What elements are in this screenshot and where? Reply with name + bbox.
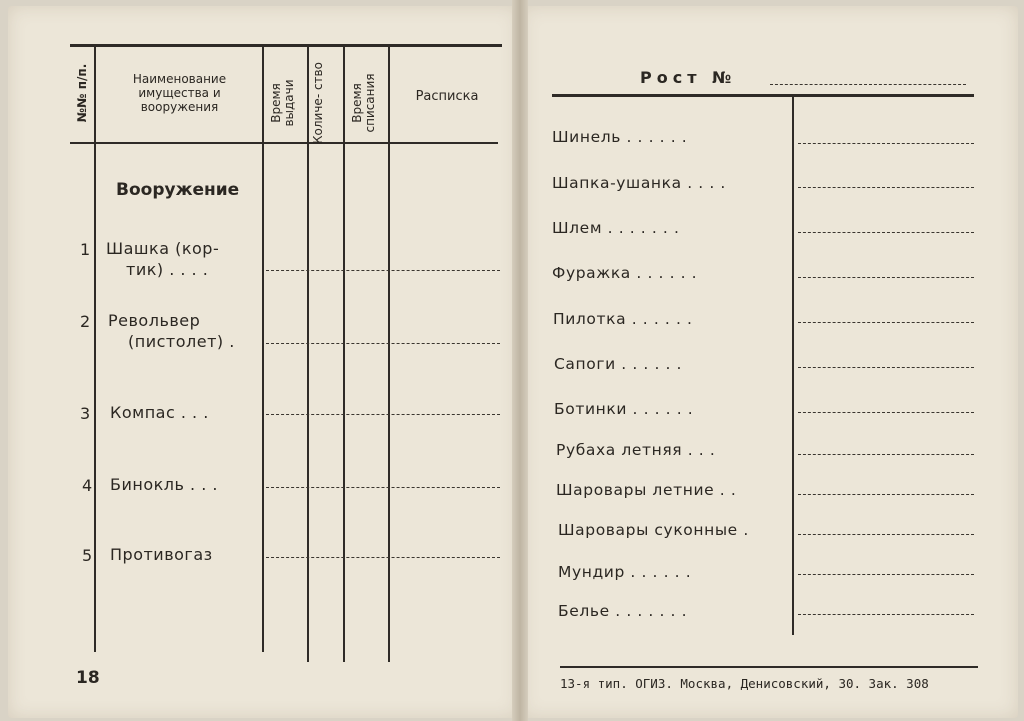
item-number: 1 bbox=[80, 240, 91, 259]
clothing-item: Фуражка . . . . . . bbox=[552, 264, 698, 282]
book-spine bbox=[512, 0, 528, 721]
header-num: №№ п/п. bbox=[75, 63, 89, 123]
clothing-item: Шлем . . . . . . . bbox=[552, 219, 680, 237]
header-issue-time: Время выдачи bbox=[269, 79, 296, 127]
fill-line bbox=[798, 412, 974, 413]
footer-rule bbox=[560, 666, 978, 668]
fill-line bbox=[798, 614, 974, 615]
fill-line bbox=[798, 534, 974, 535]
fill-line bbox=[798, 187, 974, 188]
fill-line bbox=[266, 557, 500, 558]
item-name: Шашка (кор- bbox=[106, 239, 220, 258]
header-signature: Расписка bbox=[415, 89, 479, 104]
clothing-item: Рубаха летняя . . . bbox=[556, 441, 716, 459]
item-number: 2 bbox=[80, 312, 91, 331]
height-title: Рост № bbox=[640, 68, 737, 87]
fill-line bbox=[798, 143, 974, 144]
fill-line bbox=[798, 454, 974, 455]
fill-line bbox=[266, 343, 500, 344]
fill-line bbox=[798, 574, 974, 575]
table-top-rule bbox=[70, 44, 502, 47]
item-number: 4 bbox=[82, 476, 93, 495]
fill-line bbox=[798, 232, 974, 233]
fill-line bbox=[798, 494, 974, 495]
clothing-item: Шинель . . . . . . bbox=[552, 128, 688, 146]
fill-line bbox=[266, 414, 500, 415]
col-divider-qty bbox=[343, 47, 345, 662]
fill-line bbox=[798, 277, 974, 278]
header-quantity: Количе- ство bbox=[311, 62, 325, 144]
clothing-item: Шаровары суконные . bbox=[558, 521, 749, 539]
item-number: 3 bbox=[80, 404, 91, 423]
col-divider-name bbox=[262, 47, 264, 652]
printer-imprint: 13-я тип. ОГИЗ. Москва, Денисовский, 30. Зак. 308 bbox=[560, 676, 929, 691]
clothing-item: Пилотка . . . . . . bbox=[553, 310, 693, 328]
height-fill-line bbox=[770, 84, 966, 85]
item-name-cont: (пистолет) . bbox=[128, 332, 235, 351]
clothing-item: Белье . . . . . . . bbox=[558, 602, 688, 620]
header-writeoff-time: Время списания bbox=[350, 73, 377, 133]
item-name-cont: тик) . . . . bbox=[126, 260, 209, 279]
item-number: 5 bbox=[82, 546, 93, 565]
col-divider-writeoff bbox=[388, 47, 390, 662]
fill-line bbox=[266, 270, 500, 271]
col-divider-issue bbox=[307, 47, 309, 662]
clothing-item: Сапоги . . . . . . bbox=[554, 355, 683, 373]
item-name: Револьвер bbox=[108, 311, 201, 330]
clothing-item: Шаровары летние . . bbox=[556, 481, 737, 499]
fill-line bbox=[798, 322, 974, 323]
section-title: Вооружение bbox=[116, 180, 240, 200]
page-number: 18 bbox=[76, 668, 100, 688]
col-divider-num bbox=[94, 47, 96, 652]
item-name: Противогаз bbox=[110, 545, 213, 564]
fill-line bbox=[798, 367, 974, 368]
header-name: Наименование имущества и вооружения bbox=[132, 72, 227, 114]
right-col-divider bbox=[792, 97, 794, 635]
fill-line bbox=[266, 487, 500, 488]
clothing-item: Ботинки . . . . . . bbox=[554, 400, 694, 418]
clothing-item: Шапка-ушанка . . . . bbox=[552, 174, 726, 192]
item-name: Бинокль . . . bbox=[110, 475, 218, 494]
item-name: Компас . . . bbox=[110, 403, 209, 422]
right-top-rule bbox=[552, 94, 974, 97]
clothing-item: Мундир . . . . . . bbox=[558, 563, 692, 581]
